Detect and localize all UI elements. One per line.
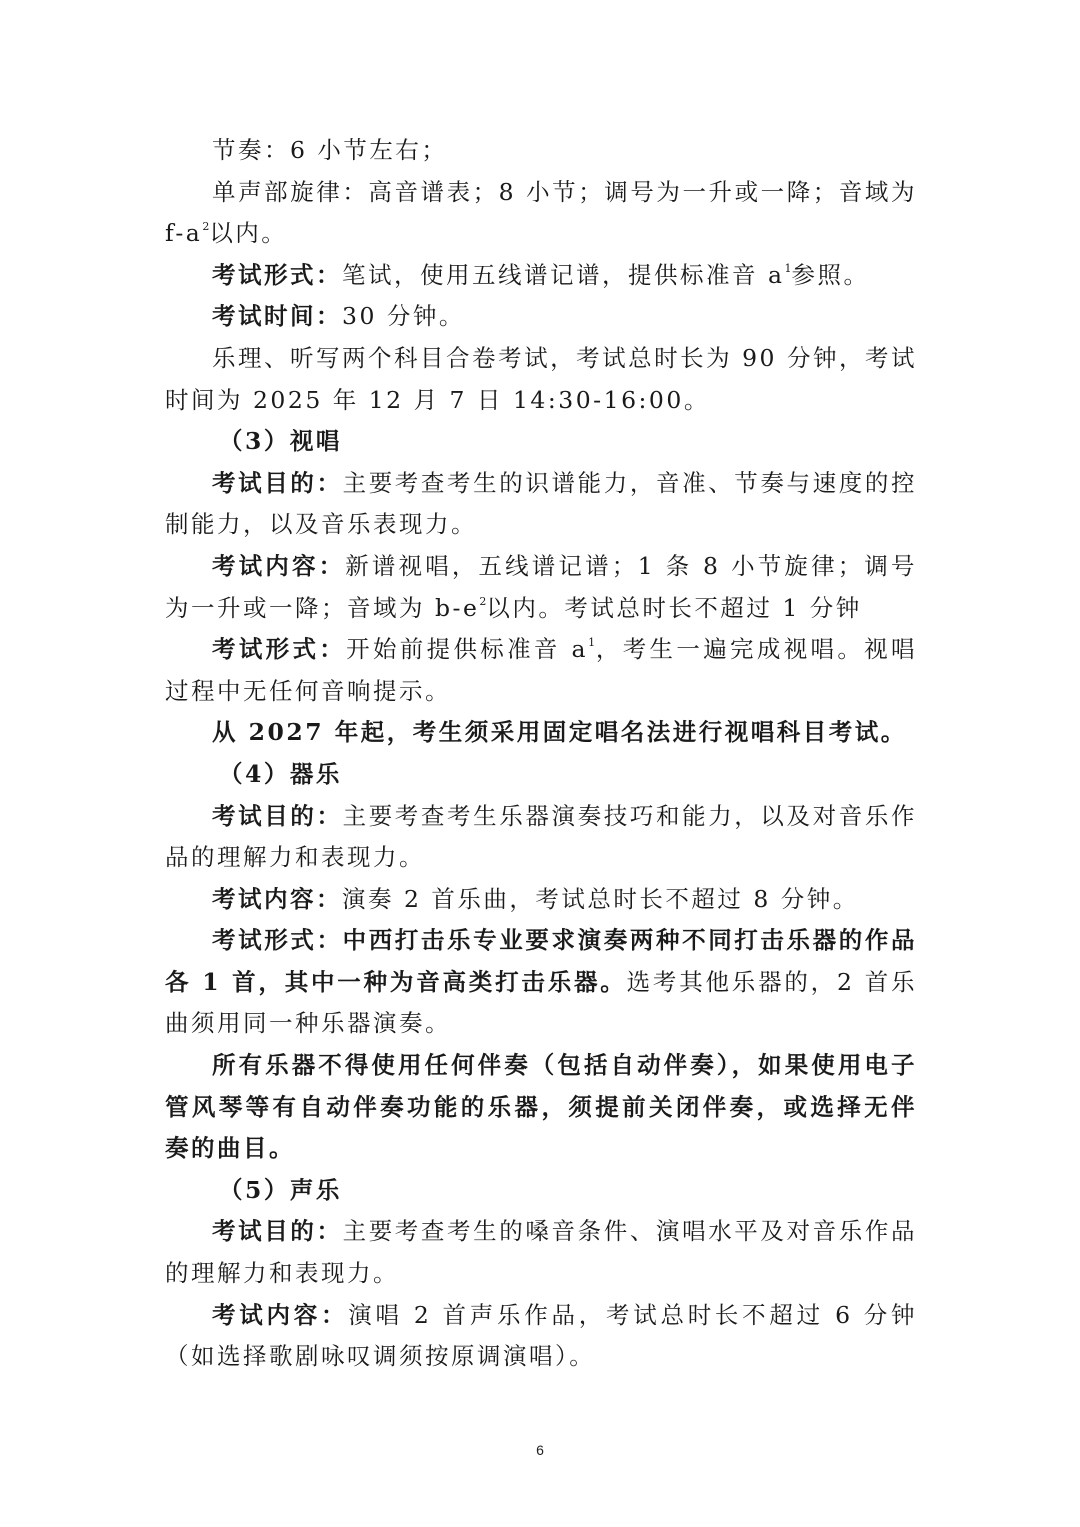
melody-text-end: 以内。 [209,219,288,248]
rhythm-text: 节奏：6 小节左右； [212,136,448,164]
instrumental-format [165,920,917,1045]
format-text-end: ，考生一遍完成视唱。视唱过程中无任何音响提示。 [165,635,918,705]
fixed-do-text: 从 2027 年起，考生须采用固定唱名法进行视唱科目考试。 [212,718,907,747]
purpose-label: 考试目的： [212,801,343,830]
content-label: 考试内容： [212,1300,349,1329]
purpose-text: 主要考查考生的识谱能力，音准、节奏与速度的控制能力，以及音乐表现力。 [165,468,918,539]
rhythm-line [165,130,917,172]
purpose-label: 考试目的： [212,1217,343,1246]
purpose-text: 主要考查考生的嗓音条件、演唱水平及对音乐作品的理解力和表现力。 [165,1217,918,1288]
percussion-requirement: 中西打击乐专业要求演奏两种不同打击乐器的作品各 1 首，其中一种为音高类打击乐器。 [165,926,918,996]
exam-format-text: 笔试，使用五线谱记谱，提供标准音 a [342,260,785,289]
vocal-heading: （5）声乐 [219,1175,342,1204]
content-text: 演唱 2 首声乐作品，考试总时长不超过 6 分钟（如选择歌剧咏叹调须按原调演唱）。 [165,1300,917,1371]
purpose-label: 考试目的： [212,468,343,497]
section-heading-sight-singing [165,421,917,463]
content-text: 新谱视唱，五线谱记谱；1 条 8 小节旋律；调号为一升或一降；音域为 b-e [165,551,918,622]
exam-time-label: 考试时间： [212,302,342,331]
sight-singing-content [165,546,917,629]
sight-singing-purpose [165,463,917,546]
content-superscript: 2 [479,594,487,608]
accompaniment-text: 所有乐器不得使用任何伴奏（包括自动伴奏），如果使用电子管风琴等有自动伴奏功能的乐器，须提前关闭伴奏，或选择无伴奏的曲目。 [165,1051,917,1163]
vocal-purpose [165,1211,917,1294]
other-instruments-text: 选考其他乐器的，2 首乐曲须用同一种乐器演奏。 [165,967,918,1038]
dictation-exam-time [165,296,917,338]
fixed-do-notice [165,712,917,754]
instrumental-content [165,879,917,921]
purpose-text: 主要考查考生乐器演奏技巧和能力，以及对音乐作品的理解力和表现力。 [165,801,918,872]
sight-singing-format [165,629,917,712]
content-label: 考试内容： [212,551,346,580]
melody-line [165,172,917,255]
page-number: 6 [536,1442,544,1458]
instrumental-heading: （4）器乐 [219,759,342,788]
content-text-end: 以内。考试总时长不超过 1 分钟 [486,593,862,622]
exam-format-superscript: 1 [784,261,792,275]
content-text: 演奏 2 首乐曲，考试总时长不超过 8 分钟。 [342,884,859,913]
exam-format-label: 考试形式： [212,260,342,289]
combined-exam-note [165,338,917,421]
document-page [165,130,917,1378]
section-heading-vocal [165,1170,917,1212]
format-label: 考试形式： [212,926,343,955]
content-label: 考试内容： [212,884,342,913]
exam-format-text-end: 参照。 [791,260,870,289]
format-superscript: 1 [588,636,596,650]
melody-superscript: 2 [202,220,210,234]
vocal-content [165,1295,917,1378]
exam-time-text: 30 分钟。 [342,302,465,331]
format-text: 开始前提供标准音 a [346,635,589,664]
combined-exam-text: 乐理、听写两个科目合卷考试，考试总时长为 90 分钟，考试时间为 2025 年 12 月 7 日 14:30-16:00。 [165,343,917,414]
melody-text: 单声部旋律：高音谱表；8 小节；调号为一升或一降；音域为 f-a [165,177,917,248]
format-label: 考试形式： [212,635,347,664]
section-heading-instrumental [165,754,917,796]
sight-singing-heading: （3）视唱 [219,427,342,456]
instrumental-purpose [165,796,917,879]
dictation-exam-format [165,255,917,297]
accompaniment-notice [165,1045,917,1170]
